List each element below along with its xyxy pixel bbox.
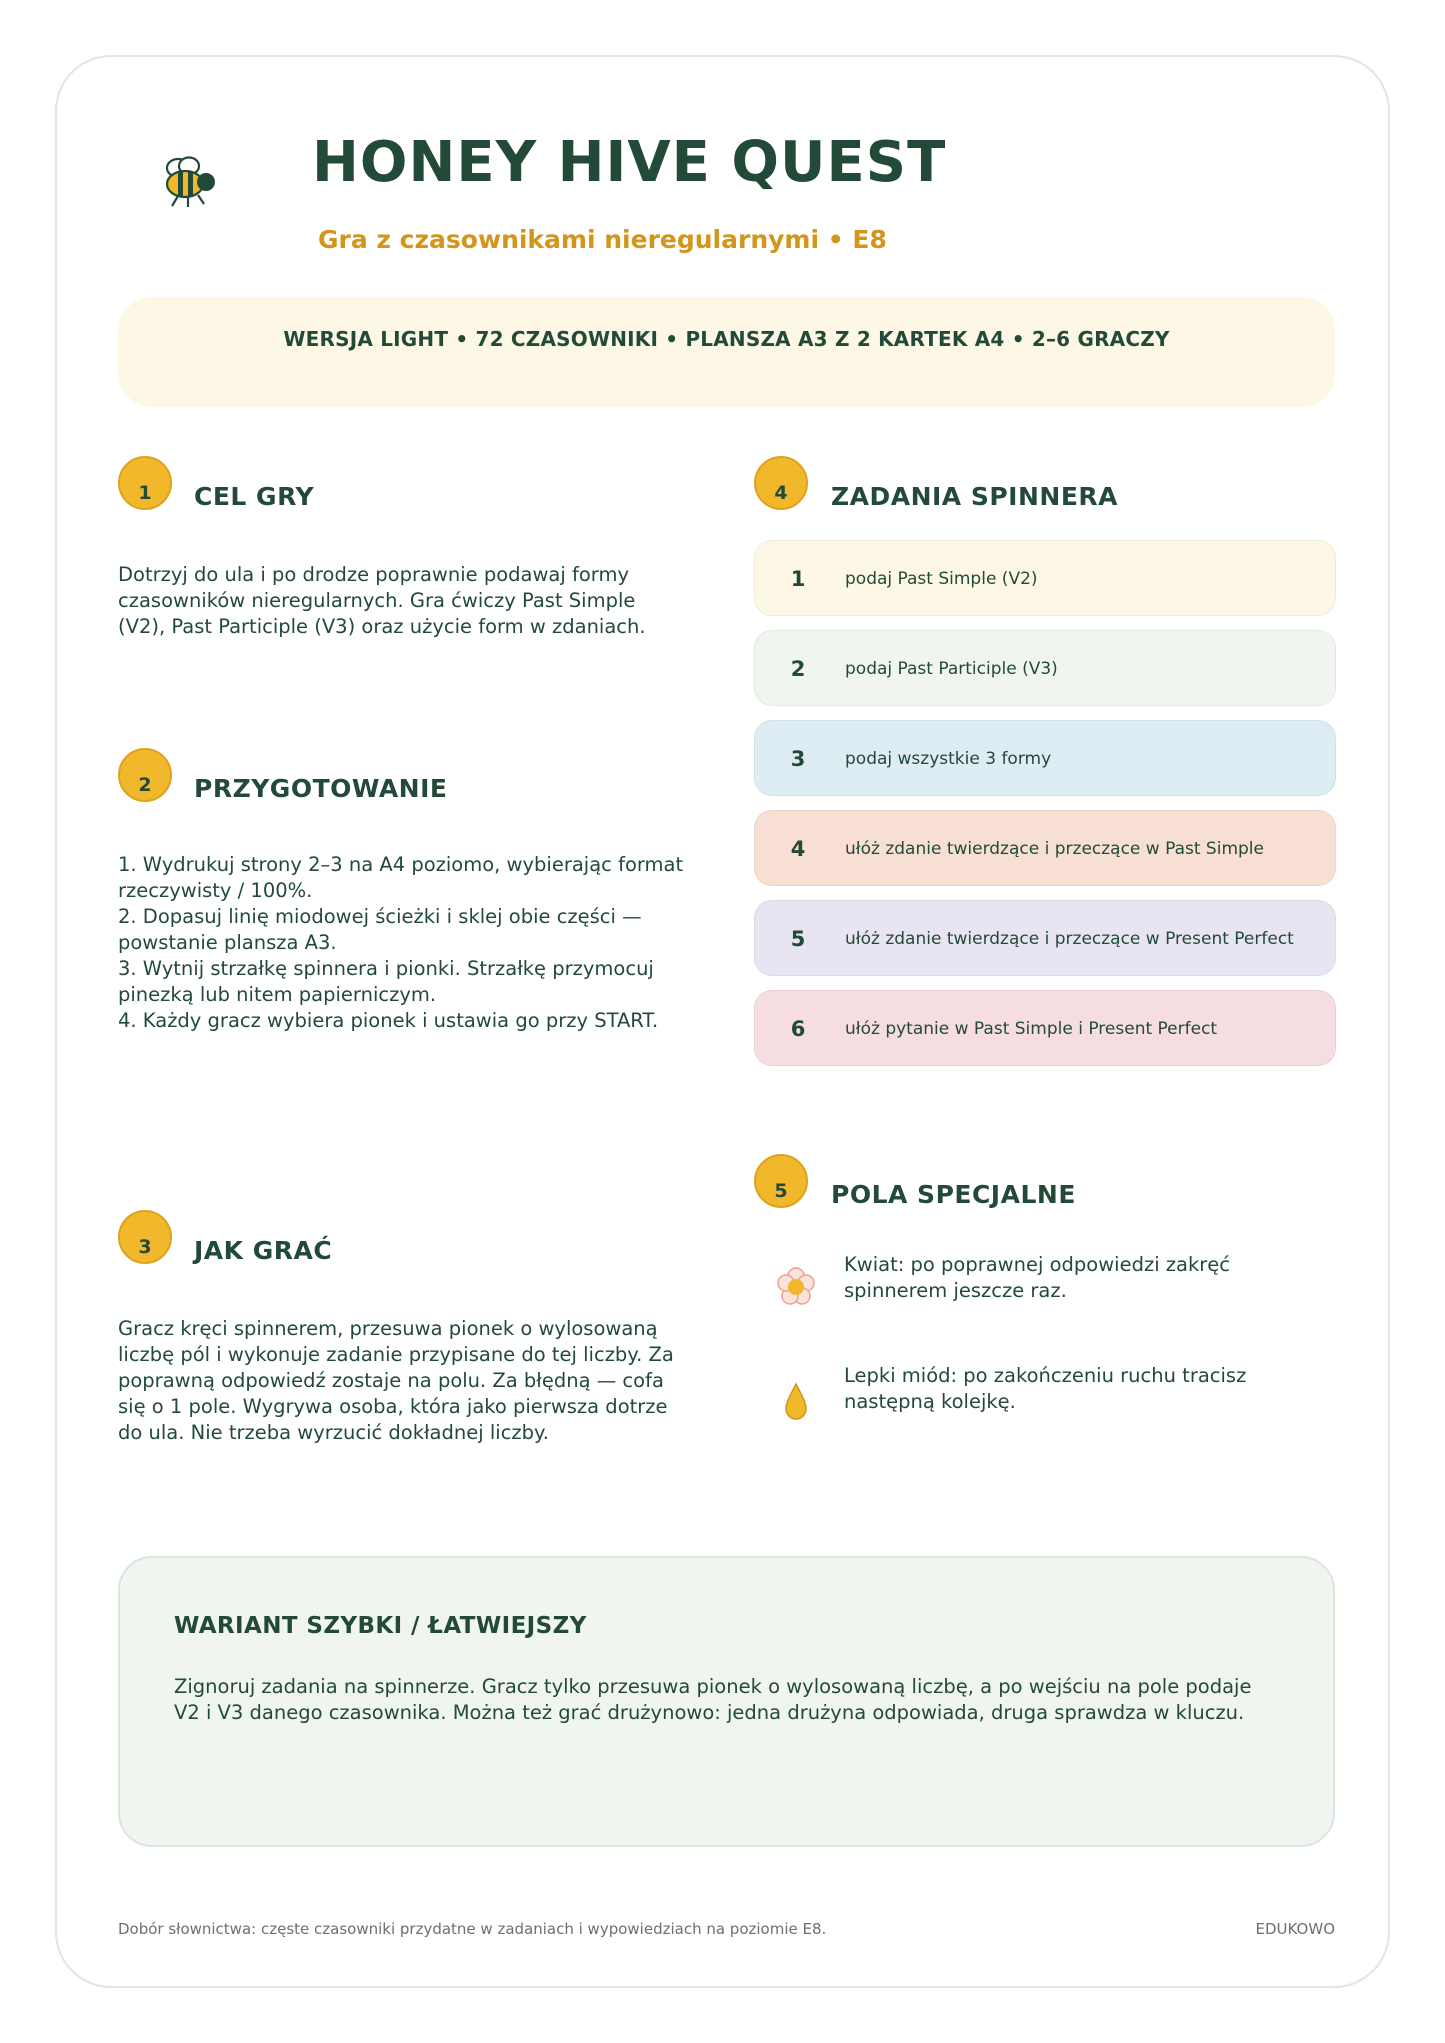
spinner-task-1	[754, 540, 1336, 616]
text-line: Lepki miód: po zakończeniu ruchu tracisz	[844, 1364, 1247, 1387]
flower-icon	[775, 1266, 817, 1308]
task-text: podaj Past Participle (V3)	[845, 659, 1058, 679]
text-line: 1. Wydrukuj strony 2–3 na A4 poziomo, wybierając format	[118, 853, 684, 876]
text-line: Zignoruj zadania na spinnerze. Gracz tylko przesuwa pionek o wylosowaną liczbę, a po wejściu na pole podaje	[174, 1675, 1252, 1698]
section-title-setup: PRZYGOTOWANIE	[194, 774, 448, 803]
section-title-goal: CEL GRY	[194, 482, 315, 511]
text-line: Gracz kręci spinnerem, przesuwa pionek o wylosowaną	[118, 1317, 658, 1340]
spinner-task-6	[754, 990, 1336, 1066]
text-line: V2 i V3 danego czasownika. Można też grać drużynowo: jedna drużyna odpowiada, druga sprawdza w kluczu.	[174, 1701, 1245, 1724]
section-title-howto: JAK GRAĆ	[194, 1236, 333, 1265]
section-number-setup: 2	[118, 748, 172, 802]
task-number: 5	[790, 927, 806, 951]
task-number: 1	[790, 567, 806, 591]
text-line: 3. Wytnij strzałkę spinnera i pionki. Strzałkę przymocuj	[118, 957, 654, 980]
section-text-howto	[118, 1316, 674, 1446]
text-line: poprawną odpowiedź zostaje na polu. Za błędną — cofa	[118, 1369, 664, 1392]
text-line: pinezką lub nitem papierniczym.	[118, 983, 437, 1006]
text-line: rzeczywisty / 100%.	[118, 879, 313, 902]
task-text: podaj wszystkie 3 formy	[845, 749, 1052, 769]
special-flower-text	[844, 1252, 1230, 1304]
text-line: (V2), Past Participle (V3) oraz użycie form w zdaniach.	[118, 615, 646, 638]
task-number: 6	[790, 1017, 806, 1041]
text-line: spinnerem jeszcze raz.	[844, 1279, 1067, 1302]
variant-text	[174, 1674, 1294, 1726]
honey-drop-icon	[784, 1382, 808, 1420]
section-title-spinner: ZADANIA SPINNERA	[831, 482, 1119, 511]
section-number-goal: 1	[118, 456, 172, 510]
footer-brand: EDUKOWO	[1255, 1920, 1335, 1938]
section-text-setup	[118, 852, 683, 1034]
text-line: powstanie plansza A3.	[118, 931, 337, 954]
task-text: ułóż zdanie twierdzące i przeczące w Past Simple	[845, 839, 1264, 859]
text-line: Dotrzyj do ula i po drodze poprawnie podawaj formy	[118, 563, 629, 586]
task-number: 2	[790, 657, 806, 681]
task-text: podaj Past Simple (V2)	[845, 569, 1038, 589]
task-text: ułóż pytanie w Past Simple i Present Perfect	[845, 1019, 1218, 1039]
bee-icon	[158, 150, 220, 212]
text-line: 4. Każdy gracz wybiera pionek i ustawia go przy START.	[118, 1009, 659, 1032]
info-banner: WERSJA LIGHT • 72 CZASOWNIKI • PLANSZA A3 Z 2 KARTEK A4 • 2–6 GRACZY	[118, 297, 1335, 407]
task-number: 3	[790, 747, 806, 771]
section-number-special: 5	[754, 1154, 808, 1208]
variant-box	[118, 1556, 1335, 1847]
section-number-howto: 3	[118, 1210, 172, 1264]
section-title-special: POLA SPECJALNE	[831, 1180, 1076, 1209]
section-number-spinner: 4	[754, 456, 808, 510]
text-line: czasowników nieregularnych. Gra ćwiczy Past Simple	[118, 589, 636, 612]
spinner-task-5	[754, 900, 1336, 976]
variant-title: WARIANT SZYBKI / ŁATWIEJSZY	[174, 1613, 587, 1639]
text-line: Kwiat: po poprawnej odpowiedzi zakręć	[844, 1253, 1231, 1276]
text-line: liczbę pól i wykonuje zadanie przypisane do tej liczby. Za	[118, 1343, 674, 1366]
text-line: następną kolejkę.	[844, 1390, 1016, 1413]
spinner-task-3	[754, 720, 1336, 796]
text-line: się o 1 pole. Wygrywa osoba, która jako pierwsza dotrze	[118, 1395, 668, 1418]
text-line: 2. Dopasuj linię miodowej ścieżki i sklej obie części —	[118, 905, 642, 928]
section-text-goal	[118, 562, 646, 640]
footer-note: Dobór słownictwa: częste czasowniki przydatne w zadaniach i wypowiedziach na poziomie E8.	[118, 1920, 827, 1938]
spinner-task-4	[754, 810, 1336, 886]
spinner-task-2	[754, 630, 1336, 706]
task-number: 4	[790, 837, 806, 861]
task-text: ułóż zdanie twierdzące i przeczące w Present Perfect	[845, 929, 1294, 949]
page-subtitle: Gra z czasownikami nieregularnymi • E8	[318, 225, 887, 254]
special-honey-text	[844, 1363, 1246, 1415]
page-title: HONEY HIVE QUEST	[312, 130, 947, 195]
text-line: do ula. Nie trzeba wyrzucić dokładnej liczby.	[118, 1421, 549, 1444]
